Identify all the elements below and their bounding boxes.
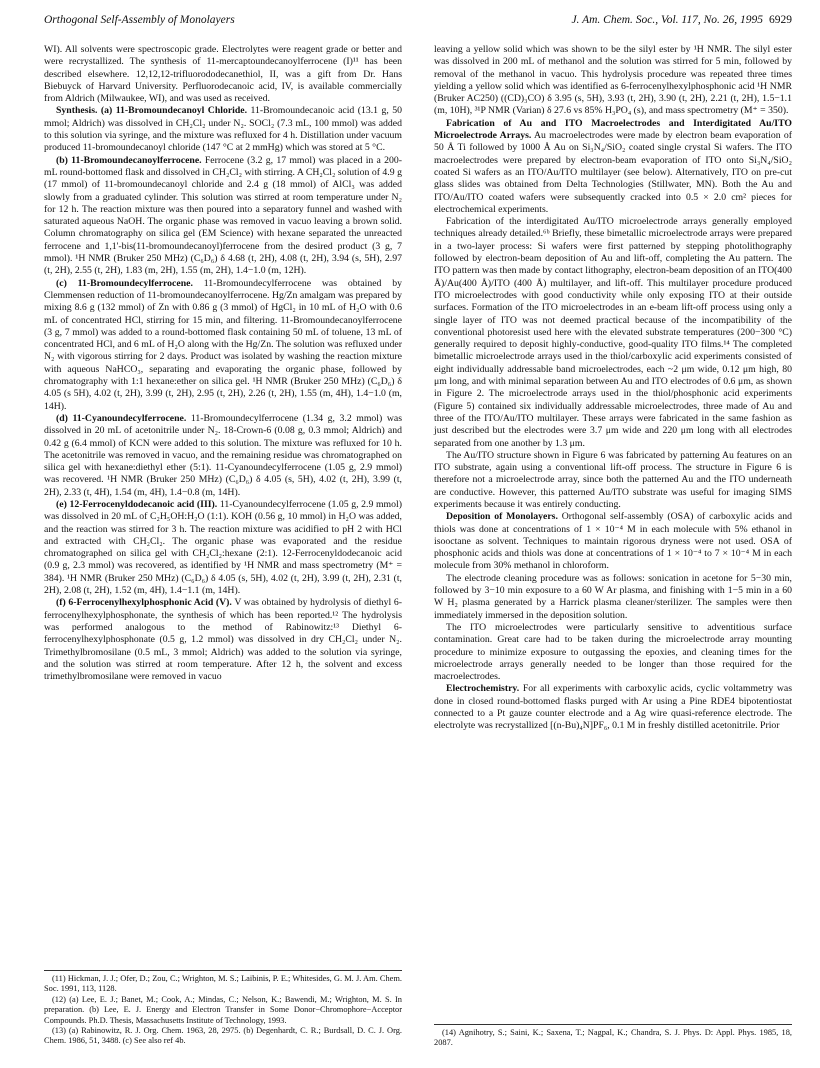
page-number: 6929 [769, 14, 792, 26]
heading-synthesis-c: (c) 11-Bromoundecylferrocene. [56, 277, 193, 289]
right-footnotes [434, 1024, 792, 1049]
heading-deposition: Deposition of Monolayers. [446, 511, 558, 523]
left-footnotes [44, 970, 402, 1047]
body-synthesis-e: 11-Cyanoundecylferrocene (1.05 g, 2.9 mmol) was dissolved in 20 mL of C₂H₅OH:H₂O (1:1). KOH (0.56 g, 10 mmol) in H₂O was added, and the reaction was stirred for 3 h. The reaction mixture was acidified to pH 2 with HCl and extracted with CH₂Cl₂. The organic phase was evaporated and the residue chromatographed on silica gel with CH₂Cl₂:hexane (2:1). 12-Ferrocenyldodecanoic acid (0.9 g, 2.3 mmol) was recovered, as identified by ¹H NMR and mass spectrometry (M⁺ = 384). ¹H NMR (Bruker 250 MHz) (C₆D₆) δ 4.05 (s, 5H), 4.02 (t, 2H), 3.99 (t, 2H), 2.31 (t, 2H), 2.08 (t, 2H), 1.52 (m, 4H), 1.4−1.1 (m, 14H). [44, 498, 402, 597]
paragraph-synthesis-a [44, 105, 402, 154]
footnote-divider [434, 1024, 792, 1025]
paragraph-fabrication [434, 118, 792, 216]
body-synthesis-a: 11-Bromoundecanoic acid (13.1 g, 50 mmol; Aldrich) was dissolved in CH₂Cl₂ under N₂. SOCl₂ (7.3 mL, 100 mmol) was added to this solution via syringe, and the mixture was refluxed for 4 h. Distillation under vacuum produced 11-bromoundecanoyl chloride (147 °C at 2 mmHg) which was stored at 5 °C. [44, 105, 402, 154]
heading-fabrication: Fabrication of Au and ITO Macroelectrodes and Interdigitated Au/ITO Microelectrode Arrays. [434, 117, 792, 142]
heading-electrochemistry: Electrochemistry. [446, 683, 520, 695]
journal-name: J. Am. Chem. Soc., Vol. 117, No. 26, 1995 [571, 14, 763, 26]
paragraph-synthesis-f [44, 597, 402, 683]
footnote-divider [44, 970, 402, 971]
body-synthesis-b: Ferrocene (3.2 g, 17 mmol) was placed in a 200-mL round-bottomed flask and dissolved in CH₂Cl₂ with stirring. A CH₂Cl₂ solution of 4.9 g (17 mmol) of 11-bromoundecanoyl chloride and 2.4 g (18 mmol) of AlCl₃ was added slowly from a graduated cylinder. This solution was stirred at room temperature under N₂ for 12 h. The reaction mixture was then poured into a separatory funnel and washed with saturated aqueous NaOH. The organic phase was removed in vacuo leaving a brown solid. Column chromatography on silica gel (EM Science) with hexane separated the unreacted ferrocene and 1,1'-bis(11-bromoundecanoyl)ferrocene from the desired product (3 g, 7 mmol). ¹H NMR (Bruker 250 MHz) (C₆D₆) δ 4.68 (t, 2H), 4.08 (t, 2H), 3.94 (s, 5H), 2.97 (t, 2H), 2.55 (t, 2H), 1.83 (m, 2H), 1.55 (m, 2H), 1.4−1.0 (m, 12H). [44, 154, 402, 277]
right-column [434, 44, 792, 733]
footnote-14: (14) Agnihotry, S.; Saini, K.; Saxena, T.; Nagpal, K.; Chandra, S. J. Phys. D: Appl. Phys. 1985, 18, 2087. [434, 1028, 792, 1048]
heading-synthesis-d: (d) 11-Cyanoundecylferrocene. [56, 412, 187, 424]
page-header [44, 14, 792, 34]
paragraph-au-ito-structure: The Au/ITO structure shown in Figure 6 was fabricated by patterning Au features on an ITO substrate, again using a conventional lift-off process. The structure in Figure 6 is therefore not a microelectrode array, since both the patterned Au and the ITO underneath are conductive. However, this patterned Au/ITO substrate was useful for imaging SIMS experiments because it was entirely conducting. [434, 449, 792, 510]
body-fabrication: Au macroelectrodes were made by electron beam evaporation of 50 Å Ti followed by 1000 Å Au on Si₃N₄/SiO₂ coated single crystal Si wafers. The ITO macroelectrodes were prepared by electron-beam evaporation of ITO onto Si₃N₄/SiO₂ coated Si wafers as an ITO/Au/ITO multilayer (see below). Alternatively, ITO on pre-cut glass slides was obtained from Delta Technologies (Stillwater, MN). Both the Au and ITO/Au/ITO coated wafers were subsequently cracked into 0.5 × 2.0 cm² pieces for electrochemical experiments. [434, 130, 792, 215]
footnote-13: (13) (a) Rabinowitz, R. J. Org. Chem. 1963, 28, 2975. (b) Degenhardt, C. R.; Burdsall, D. C. J. Org. Chem. 1986, 51, 3488. (c) See also ref 4b. [44, 1026, 402, 1046]
paragraph-deposition [434, 511, 792, 572]
body-synthesis-f: V was obtained by hydrolysis of diethyl 6-ferrocenylhexylphosphonate, the synthesis of which has been reported.¹² The hydrolysis was performed analogous to the method of Rabinowitz:¹³ Diethyl 6-ferrocenylhexylphosphonate (0.5 g, 1.2 mmol) was dissolved in dry CH₂Cl₂ under N₂. Trimethylbromosilane (0.5 mL, 3 mmol; Aldrich) was added to the solution via syringe, and the solution was stirred at room temperature. After 12 h, the solvent and excess trimethylbromosilane were removed in vacuo [44, 597, 402, 683]
paragraph-interdigitated: Fabrication of the interdigitated Au/ITO microelectrode arrays generally employed techniques already detailed.⁶ᵇ Briefly, these bimetallic microelectrode arrays were prepared in a two-layer process: Si wafers were first patterned by stepping photolithography followed by electron-beam deposition of Au and lift-off, completing the Au pattern. The ITO pattern was then made by contact lithography, electron-beam deposition of an ITO(400 Å)/Au(400 Å)/ITO (400 Å) multilayer, and lift-off. This multilayer procedure produced ITO microelectrodes with good conductivity while only exposing ITO at their outside surfaces. Formation of the ITO microelectrodes in an e-beam lift-off process using only a single layer of ITO was not deemed practical because of the incompatibility of the conventional photoresist used here with the elevated substrate temperatures (200−300 °C) generally required to deposit highly-conductive, good-quality ITO films.¹⁴ The completed bimetallic microelectrode arrays used in the thiol/carboxylic acid experiments consisted of eight individually addressable band microelectrodes, each ~2 μm wide, 0.12 μm high, 80 μm long, and with minimal separation between Au and ITO electrodes of 0.6 μm, as shown in Figure 2. The microelectrode arrays used in the thiol/phosphonic acid experiments (Figure 5) contained six individually addressable microelectrodes, three made of Au and three of the ITO/Au/ITO multilayer. These arrays were fabricated in the same fashion as just described but the electrodes were 3.7 μm wide and 220 μm long with all electrodes separated from one another by 1.3 μm. [434, 216, 792, 449]
paragraph-cleaning: The electrode cleaning procedure was as follows: sonication in acetone for 5−30 min, followed by 3−10 min exposure to a 60 W Ar plasma, and finishing with 1−5 min in a 60 W H₂ plasma generated by a Harrick plasma cleaner/sterilizer. The samples were then immediately immersed in the deposition solution. [434, 572, 792, 621]
paragraph-hydrolysis: leaving a yellow solid which was shown to be the silyl ester by ¹H NMR. The silyl ester was dissolved in 200 mL of methanol and the solution was stirred for 5 min, followed by removal of the methanol in vacuo. This hydrolysis procedure was repeated three times yielding a yellow solid which was identified as 6-ferrocenylhexylphosphonic acid ¹H NMR (Bruker AC250) ((CD)₃CO) δ 3.95 (s, 5H), 3.93 (t, 2H), 3.90 (t, 2H), 2.21 (t, 2H), 1.5−1.1 (m, 10H), ³¹P NMR (Varian) δ 27.6 vs 85% H₃PO₄ (s), and mass spectrometry (M⁺ = 350). [434, 44, 792, 117]
paragraph-synthesis-d [44, 413, 402, 499]
paragraph-electrochemistry [434, 683, 792, 732]
heading-synthesis-b: (b) 11-Bromoundecanoylferrocene. [56, 154, 202, 166]
body-synthesis-c: 11-Bromoundecylferrocene was obtained by Clemmensen reduction of 11-bromoundecanoylferrocene. Hg/Zn amalgam was prepared by mixing 8.6 g (132 mmol) of Zn with 0.86 g (3 mmol) of HgCl₂ in 10 mL of H₂O with 0.6 mL of concentrated HCl, stirring for 15 min, and filtering. 11-Bromoundecanoylferrocene (3 g, 7 mmol) was added to a round-bottomed flask containing 50 mL of toluene, 13 mL of concentrated HCl, and 6 mL of H₂O along with the Hg/Zn. The solution was refluxed under N₂ with vigorous stirring for 2 days. Product was isolated by washing the reaction mixture with aqueous NaHCO₃, separating and evaporating the organic phase, followed by chromatography with 1:1 hexane:ether on silica gel. ¹H NMR (Bruker 250 MHz) (C₆D₆) δ 4.05 (s 5H), 4.02 (t, 2H), 3.99 (t, 2H), 2.95 (t, 2H), 2.26 (t, 2H), 1.55 (m, 4H), 1.4−1.0 (m, 14H). [44, 277, 402, 412]
heading-synthesis-f: (f) 6-Ferrocenylhexylphosphonic Acid (V). [56, 597, 232, 609]
heading-synthesis-e: (e) 12-Ferrocenyldodecanoic acid (III). [56, 498, 218, 510]
footnote-11: (11) Hickman, J. J.; Ofer, D.; Zou, C.; Wrighton, M. S.; Laibinis, P. E.; Whitesides, G. M. J. Am. Chem. Soc. 1991, 113, 1128. [44, 974, 402, 994]
running-title: Orthogonal Self-Assembly of Monolayers [44, 14, 235, 26]
heading-synthesis-a: Synthesis. (a) 11-Bromoundecanoyl Chloride. [56, 105, 248, 117]
body-synthesis-d: 11-Bromoundecylferrocene (1.34 g, 3.2 mmol) was dissolved in 20 mL of acetonitrile under N₂. 18-Crown-6 (0.08 g, 0.3 mmol; Aldrich) and 0.42 g (6.4 mmol) of KCN were added to this solution. The mixture was refluxed for 10 h. The acetonitrile was removed in vacuo, and the remaining residue was chromatographed on silica gel with hexane:diethyl ether (5:1). 11-Cyanoundecylferrocene (1.05 g, 2.9 mmol) was recovered. ¹H NMR (Bruker 250 MHz) (C₆D₆) δ 4.05 (s, 5H), 4.02 (t, 2H), 3.99 (t, 2H), 2.33 (t, 4H), 1.54 (m, 4H), 1.4−0.8 (m, 14H). [44, 412, 402, 498]
body-electrochemistry: For all experiments with carboxylic acids, cyclic voltammetry was done in closed round-bottomed flasks purged with Ar using a Pine RDE4 bipotentiostat connected to a Pt gauze counter electrode and a Ag wire quasi-reference electrode. The electrolyte was recrystallized [(n-Bu)₄N]PF₆, 0.1 M in freshly distilled acetonitrile. Prior [434, 683, 792, 732]
paragraph-ito-sensitivity: The ITO microelectrodes were particularly sensitive to adventitious surface contamination. Great care had to be taken during the microelectrode array mounting procedure to minimize exposure to outgassing the epoxies, and cleaning times for the microelectrode arrays generally needed to be longer than those required for the macroelectrodes. [434, 621, 792, 683]
paragraph-materials: WI). All solvents were spectroscopic grade. Electrolytes were reagent grade or better and were recrystallized. The synthesis of 11-mercaptoundecanoylferrocene (I)¹¹ has been described elsewhere. 12,12,12-trifluorododecanethiol, II, was a gift from Dr. Hans Biebuyck of Harvard University. Perfluorodecanoic acid, IV, is available commercially from Aldrich (Milwaukee, WI), and was used as received. [44, 44, 402, 105]
body-deposition: Orthogonal self-assembly (OSA) of carboxylic acids and thiols was done at concentrations of 1 × 10⁻⁴ M in each molecule with 5% ethanol in isooctane as solvent. Techniques to maintain rigorous dryness were not used. OSA of phosphonic acids and thiols was done at concentrations of 1 × 10⁻⁴ to 7 × 10⁻⁴ M in each molecule from 30% methanol in chloroform. [434, 511, 793, 572]
paragraph-synthesis-e [44, 499, 402, 597]
journal-citation [571, 14, 792, 26]
paragraph-synthesis-b [44, 155, 402, 278]
footnote-12: (12) (a) Lee, E. J.; Banet, M.; Cook, A.; Mindas, C.; Nelson, K.; Bawendi, M.; Wrighton, M. S. In preparation. (b) Lee, E. J. Energy and Electron Transfer in Some Donor−Chromophore−Acceptor Compounds. Ph.D. Thesis, Massachusetts Institute of Technology, 1993. [44, 994, 402, 1025]
paragraph-synthesis-c [44, 278, 402, 413]
left-column [44, 44, 402, 683]
